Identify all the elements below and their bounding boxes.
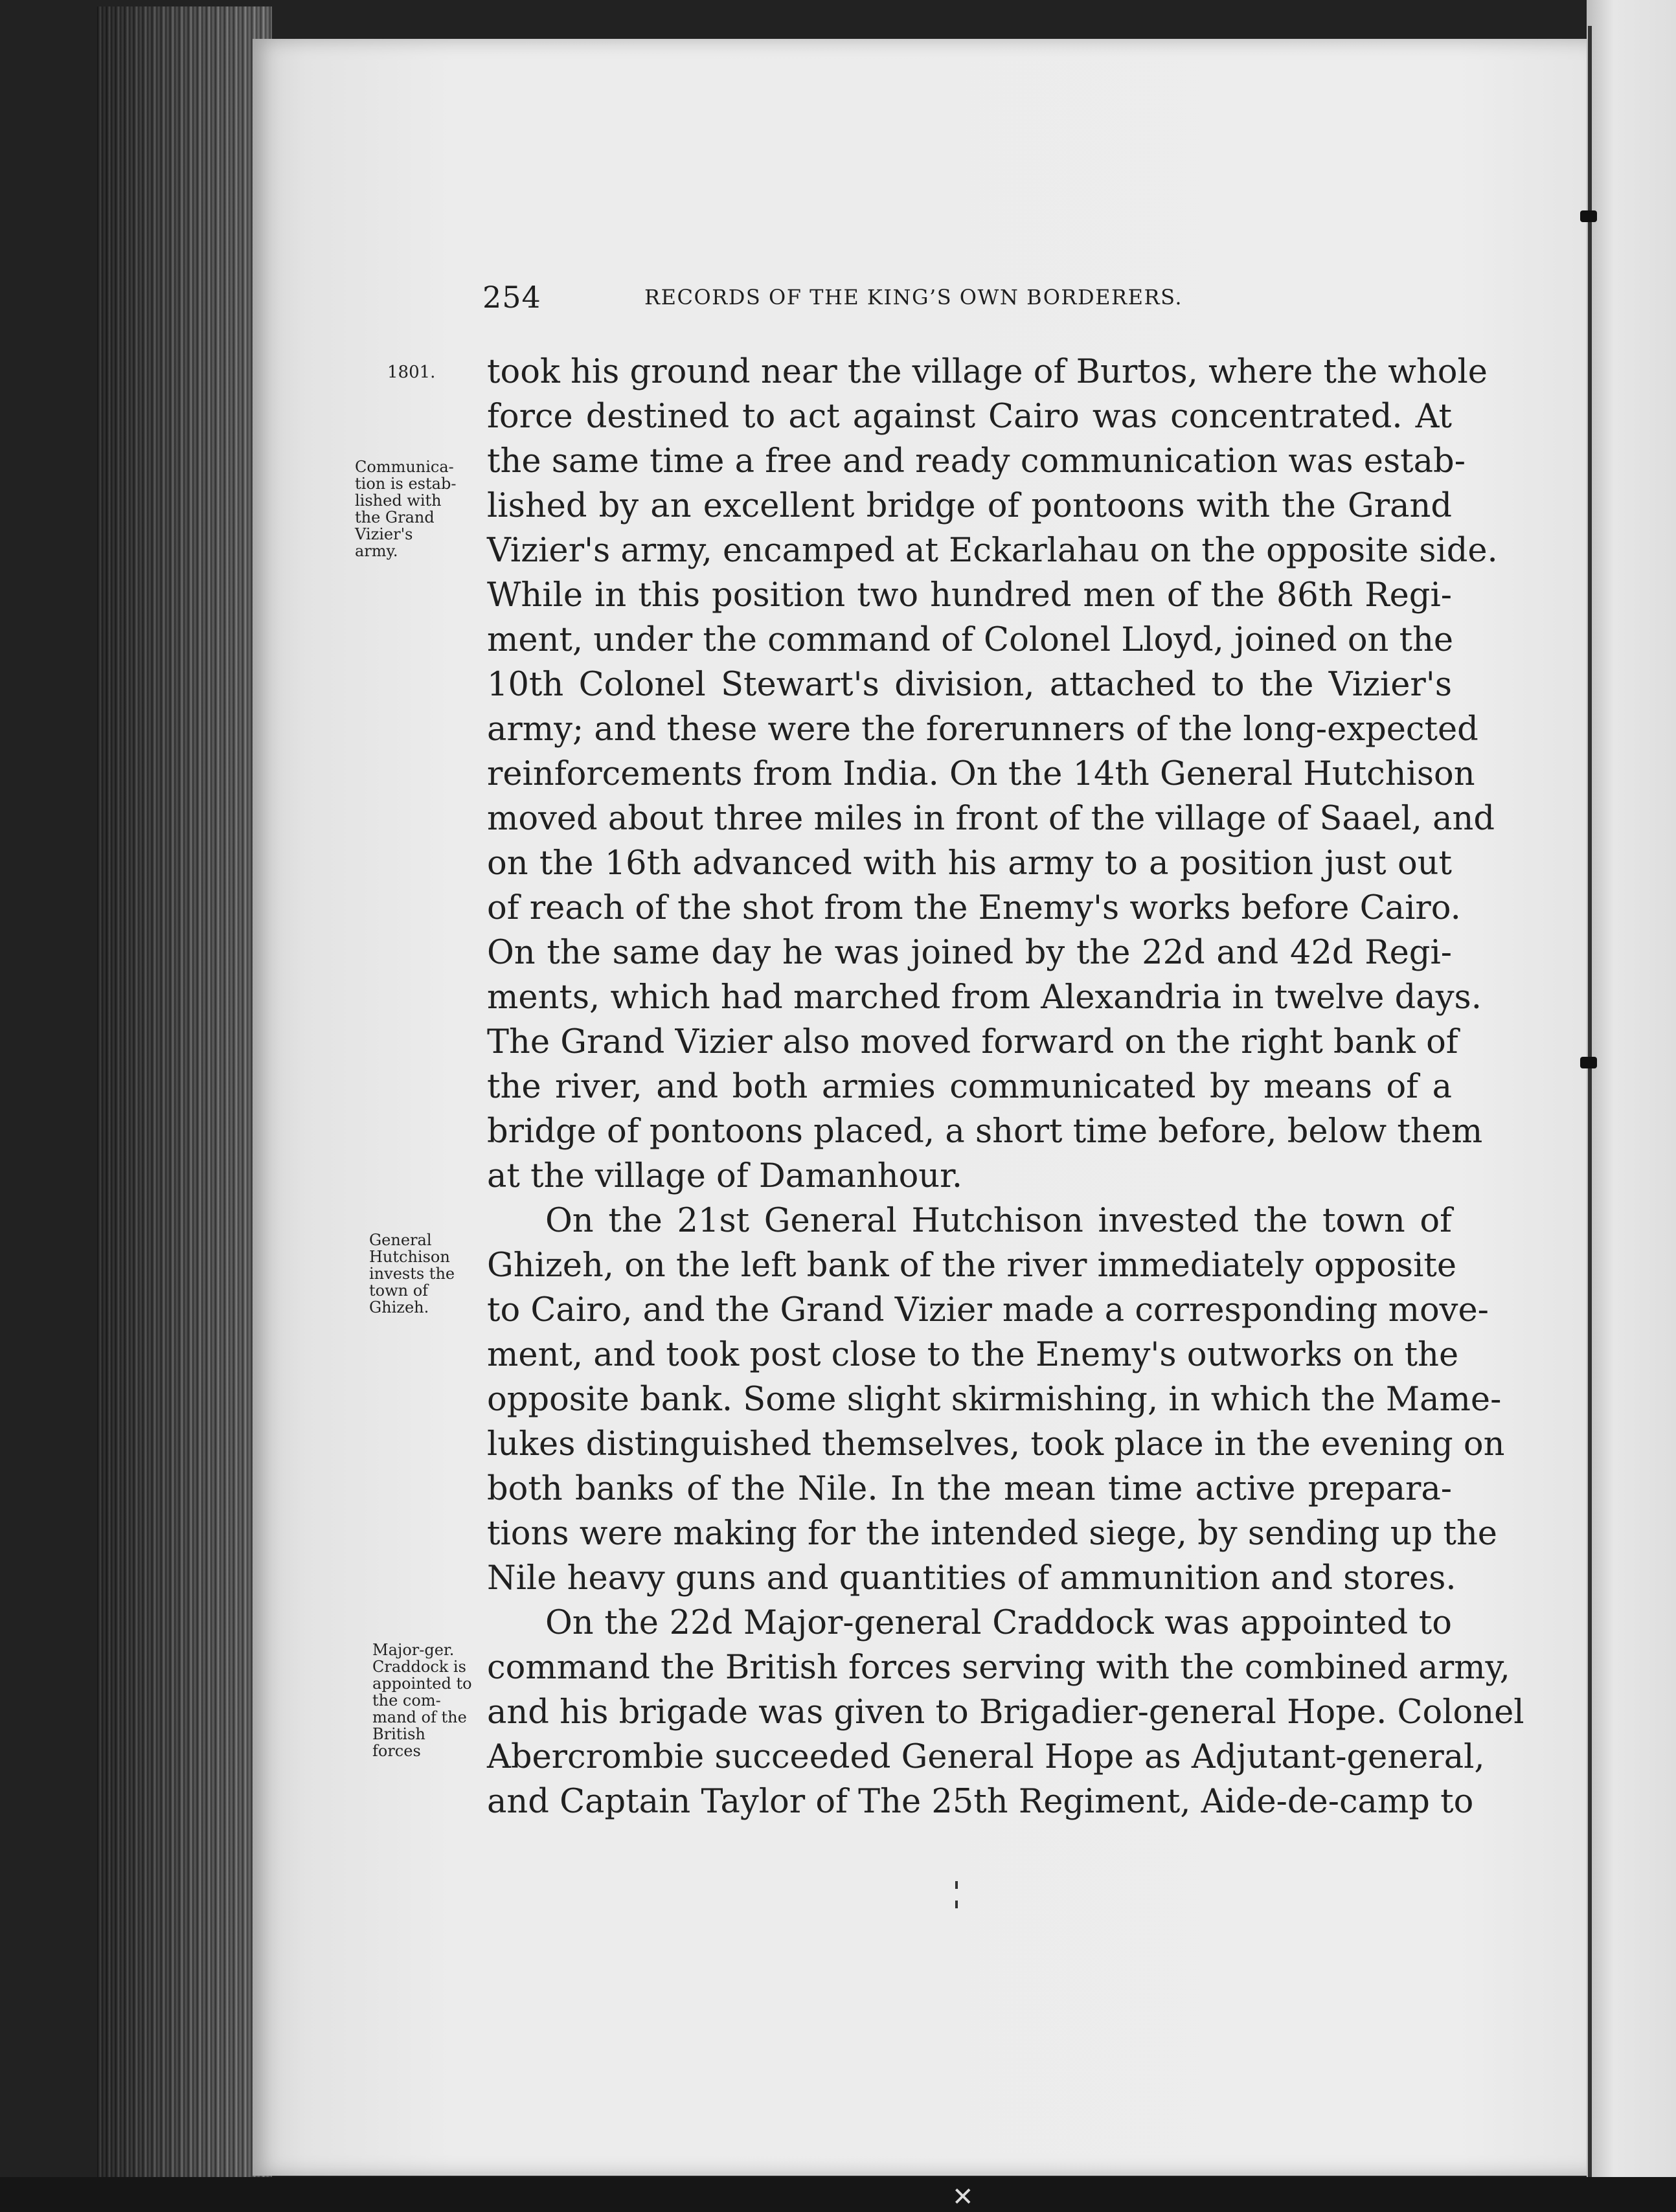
text-line: On the 22d Major-general Craddock was appointed to [545, 1604, 1452, 1642]
text-line: and Captain Taylor of The 25th Regiment, Aide-de-camp to [487, 1783, 1474, 1821]
binding-mark [1580, 1057, 1597, 1068]
text-line: 10th Colonel Stewart's division, attached to the Vizier's [487, 666, 1452, 704]
text-line: the river, and both armies communicated by means of a [487, 1068, 1452, 1106]
scan-bottom-border [0, 2177, 1676, 2212]
margin-note: General Hutchison invests the town of Ghizeh. [369, 1231, 455, 1316]
text-line: took his ground near the village of Burtos, where the whole [487, 353, 1488, 391]
text-line: on the 16th advanced with his army to a position just out [487, 844, 1452, 883]
text-line: Ghizeh, on the left bank of the river immediately opposite [487, 1247, 1457, 1285]
text-line: opposite bank. Some slight skirmishing, in which the Mame- [487, 1381, 1502, 1419]
text-line: lukes distinguished themselves, took place in the evening on [487, 1425, 1505, 1463]
page-speck [955, 1901, 958, 1908]
text-line: Abercrombie succeeded General Hope as Adjutant-general, [487, 1738, 1485, 1776]
text-line: reinforcements from India. On the 14th General Hutchison [487, 755, 1475, 793]
page-number: 254 [482, 280, 541, 315]
text-line: of reach of the shot from the Enemy's works before Cairo. [487, 889, 1461, 927]
facing-page-edge [1587, 0, 1676, 2212]
text-line: the same time a free and ready communication was estab- [487, 442, 1466, 480]
text-line: The Grand Vizier also moved forward on the right bank of [487, 1023, 1458, 1061]
text-line: On the 21st General Hutchison invested the town of [545, 1202, 1452, 1240]
text-line: bridge of pontoons placed, a short time before, below them [487, 1112, 1483, 1151]
page-gutter [1588, 26, 1592, 2195]
text-line: command the British forces serving with the combined army, [487, 1649, 1510, 1687]
text-line: force destined to act against Cairo was concentrated. At [487, 398, 1452, 436]
text-line: both banks of the Nile. In the mean time active prepara- [487, 1470, 1452, 1508]
binding-mark [1580, 210, 1597, 222]
text-line: tions were making for the intended siege, by sending up the [487, 1515, 1497, 1553]
text-line: Vizier's army, encamped at Eckarlahau on the opposite side. [487, 532, 1498, 570]
text-line: lished by an excellent bridge of pontoons with the Grand [487, 487, 1452, 525]
text-line: army; and these were the forerunners of the long-expected [487, 710, 1478, 749]
text-line: ments, which had marched from Alexandria in twelve days. [487, 978, 1482, 1017]
running-head: RECORDS OF THE KING’S OWN BORDERERS. [644, 285, 1183, 310]
page-edges-shadow [97, 6, 272, 2182]
page-speck [955, 1881, 958, 1889]
text-line: moved about three miles in front of the village of Saael, and [487, 800, 1495, 838]
margin-note: Communica- tion is estab- lished with the Grand Vizier's army. [355, 458, 457, 560]
body-text [487, 350, 1524, 1824]
margin-note: Major-ger. Craddock is appointed to the com- mand of the British forces [372, 1641, 472, 1760]
scan-mark: ✕ [952, 2182, 974, 2212]
text-line: to Cairo, and the Grand Vizier made a corresponding move- [487, 1291, 1489, 1329]
page-header [482, 280, 1454, 319]
text-line: ment, under the command of Colonel Lloyd, joined on the [487, 621, 1454, 659]
margin-year: 1801. [387, 363, 436, 382]
text-line: On the same day he was joined by the 22d and 42d Regi- [487, 934, 1452, 972]
text-line: at the village of Damanhour. [487, 1157, 963, 1195]
text-line: ment, and took post close to the Enemy's outworks on the [487, 1336, 1459, 1374]
text-line: and his brigade was given to Brigadier-general Hope. Colonel [487, 1693, 1524, 1732]
text-line: Nile heavy guns and quantities of ammunition and stores. [487, 1559, 1456, 1597]
text-line: While in this position two hundred men of the 86th Regi- [487, 576, 1452, 615]
